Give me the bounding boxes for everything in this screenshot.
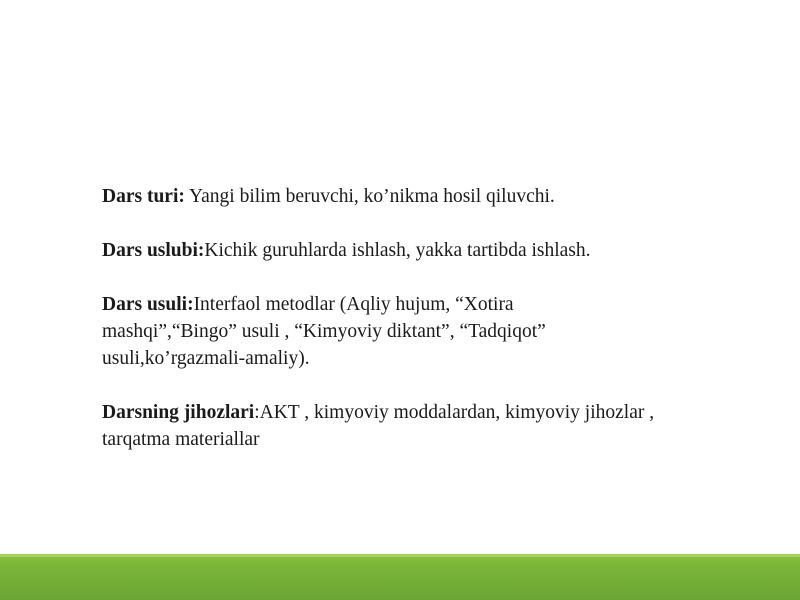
lesson-equipment-text: :AKT , kimyoviy moddalardan, kimyoviy jihozlar , tarqatma materiallar xyxy=(102,402,655,450)
lesson-type-paragraph xyxy=(102,183,702,210)
lesson-type-text: Yangi bilim beruvchi, ko’nikma hosil qiluvchi. xyxy=(189,186,555,207)
footer-accent-highlight xyxy=(0,554,800,557)
slide-content xyxy=(102,183,702,480)
lesson-equipment-paragraph xyxy=(102,399,662,453)
lesson-method-label: Dars usuli: xyxy=(102,294,194,315)
lesson-style-label: Dars uslubi: xyxy=(102,240,205,261)
lesson-style-text: Kichik guruhlarda ishlash, yakka tartibda ishlash. xyxy=(204,240,591,261)
lesson-type-label: Dars turi: xyxy=(102,186,185,207)
lesson-method-text: Interfaol metodlar (Aqliy hujum, “Xotira mashqi”,“Bingo” usuli , “Kimyoviy diktant”, “Tadqiqot” usuli,ko’rgazmali-amaliy). xyxy=(102,294,546,369)
lesson-method-paragraph xyxy=(102,291,627,372)
lesson-equipment-label: Darsning jihozlari xyxy=(102,402,255,423)
footer-accent-bar xyxy=(0,554,800,600)
lesson-style-paragraph xyxy=(102,237,702,264)
